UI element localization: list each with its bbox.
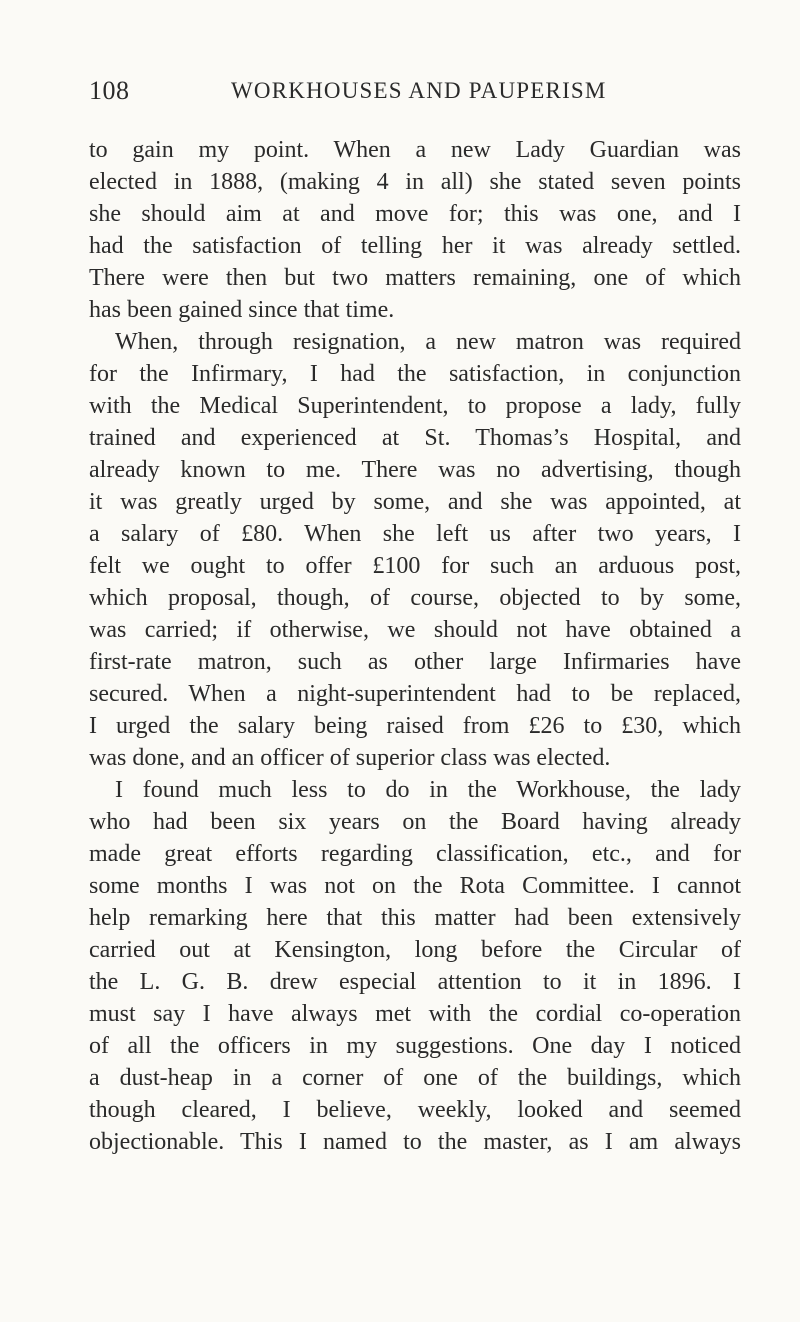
text-line: objectionable. This I named to the master, as I am always — [89, 1129, 741, 1155]
text-line: who had been six years on the Board having already — [89, 809, 741, 835]
text-line: first-rate matron, such as other large Infirmaries have — [89, 649, 741, 675]
paragraph — [89, 326, 741, 774]
body-text — [89, 134, 741, 1158]
text-line: for the Infirmary, I had the satisfaction, in conjunction — [89, 361, 741, 387]
page-header — [89, 76, 729, 116]
text-line: she should aim at and move for; this was one, and I — [89, 201, 741, 227]
text-line: a dust-heap in a corner of one of the buildings, which — [89, 1065, 741, 1091]
text-line: it was greatly urged by some, and she was appointed, at — [89, 489, 741, 515]
text-line: of all the officers in my suggestions. One day I noticed — [89, 1033, 741, 1059]
text-line: with the Medical Superintendent, to propose a lady, fully — [89, 393, 741, 419]
text-line: had the satisfaction of telling her it was already settled. — [89, 233, 741, 259]
text-line: to gain my point. When a new Lady Guardian was — [89, 137, 741, 163]
text-line: When, through resignation, a new matron was required — [115, 329, 741, 355]
text-line: secured. When a night-superintendent had to be replaced, — [89, 681, 741, 707]
text-line: elected in 1888, (making 4 in all) she stated seven points — [89, 169, 741, 195]
paragraph — [89, 134, 741, 326]
text-line: felt we ought to offer £100 for such an arduous post, — [89, 553, 741, 579]
paragraph — [89, 774, 741, 1158]
text-line: must say I have always met with the cordial co-operation — [89, 1001, 741, 1027]
running-title: WORKHOUSES AND PAUPERISM — [231, 78, 607, 103]
text-line: a salary of £80. When she left us after two years, I — [89, 521, 741, 547]
page-number: 108 — [89, 76, 130, 105]
text-line: which proposal, though, of course, objected to by some, — [89, 585, 741, 611]
text-line: made great efforts regarding classification, etc., and for — [89, 841, 741, 867]
text-line: was carried; if otherwise, we should not have obtained a — [89, 617, 741, 643]
text-line: carried out at Kensington, long before the Circular of — [89, 937, 741, 963]
text-line: the L. G. B. drew especial attention to it in 1896. I — [89, 969, 741, 995]
text-line: There were then but two matters remaining, one of which — [89, 265, 741, 291]
text-line: I found much less to do in the Workhouse, the lady — [115, 777, 741, 803]
text-line: already known to me. There was no advertising, though — [89, 457, 741, 483]
text-line: some months I was not on the Rota Committee. I cannot — [89, 873, 741, 899]
text-line: has been gained since that time. — [89, 297, 395, 323]
text-line: trained and experienced at St. Thomas’s Hospital, and — [89, 425, 741, 451]
text-line: though cleared, I believe, weekly, looked and seemed — [89, 1097, 741, 1123]
text-line: I urged the salary being raised from £26 to £30, which — [89, 713, 741, 739]
text-line: was done, and an officer of superior class was elected. — [89, 745, 611, 771]
text-line: help remarking here that this matter had been extensively — [89, 905, 741, 931]
